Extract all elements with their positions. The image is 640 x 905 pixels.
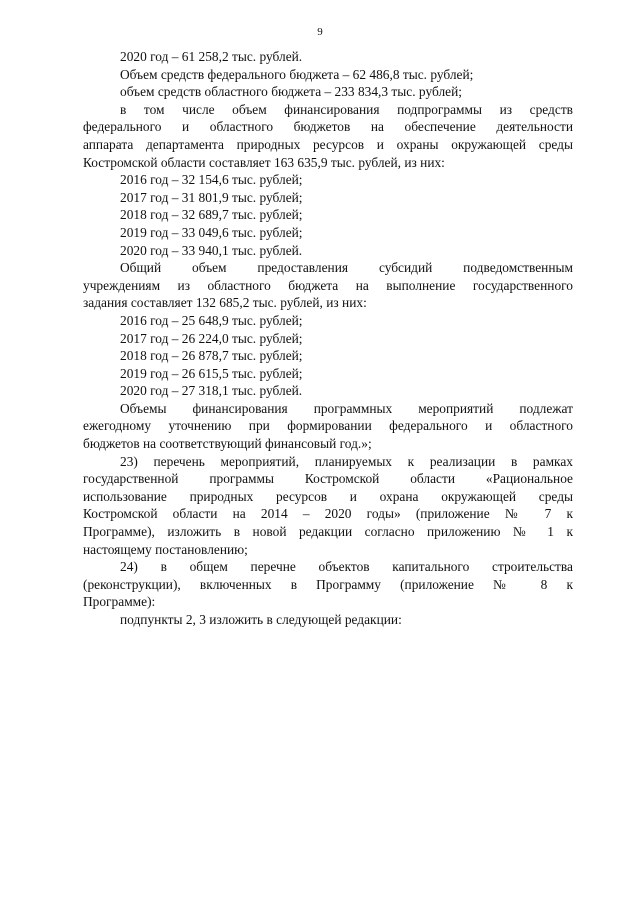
- text-line: 2020 год – 33 940,1 тыс. рублей.: [120, 242, 303, 258]
- text-line: 2018 год – 32 689,7 тыс. рублей;: [120, 207, 303, 223]
- text-line: 2020 год – 27 318,1 тыс. рублей.: [120, 383, 303, 399]
- document-body: [83, 48, 573, 629]
- text-line: (реконструкции), включенных в Программу (приложение № 8 к: [83, 576, 573, 592]
- text-line: 2017 год – 31 801,9 тыс. рублей;: [120, 189, 303, 205]
- text-line: Общий объем предоставления субсидий подведомственным: [120, 260, 573, 276]
- page-number: 9: [317, 26, 323, 38]
- text-line: 23) перечень мероприятий, планируемых к реализации в рамках: [120, 453, 573, 469]
- text-line: Костромской области составляет 163 635,9 тыс. рублей, из них:: [83, 154, 445, 170]
- text-line: 2019 год – 33 049,6 тыс. рублей;: [120, 224, 303, 240]
- text-line: 2020 год – 61 258,2 тыс. рублей.: [120, 49, 303, 64]
- text-line: 2016 год – 25 648,9 тыс. рублей;: [120, 312, 303, 328]
- text-line: Объем средств федерального бюджета – 62 486,8 тыс. рублей;: [120, 66, 474, 82]
- text-line: Объемы финансирования программных мероприятий подлежат: [120, 400, 573, 416]
- text-line: в том числе объем финансирования подпрограммы из средств: [120, 101, 573, 117]
- text-line: федерального и областного бюджетов на обеспечение деятельности: [83, 119, 573, 135]
- text-line: Программе), изложить в новой редакции согласно приложению № 1 к: [83, 524, 573, 540]
- text-line: учреждениям из областного бюджета на выполнение государственного: [83, 277, 573, 293]
- text-line: 2017 год – 26 224,0 тыс. рублей;: [120, 330, 303, 346]
- text-line: ежегодному уточнению при формировании федерального и областного: [83, 418, 573, 434]
- text-line: задания составляет 132 685,2 тыс. рублей, из них:: [83, 295, 367, 311]
- text-line: использование природных ресурсов и охрана окружающей среды: [83, 488, 573, 504]
- text-line: бюджетов на соответствующий финансовый год.»;: [83, 436, 372, 452]
- text-line: государственной программы Костромской области «Рациональное: [83, 471, 573, 487]
- text-line: 2019 год – 26 615,5 тыс. рублей;: [120, 365, 303, 381]
- text-line: Программе):: [83, 594, 156, 610]
- text-line: Костромской области на 2014 – 2020 годы» (приложение № 7 к: [83, 506, 573, 522]
- text-line: настоящему постановлению;: [83, 541, 248, 557]
- text-line: 24) в общем перечне объектов капитального строительства: [120, 559, 573, 575]
- text-line: объем средств областного бюджета – 233 834,3 тыс. рублей;: [120, 84, 462, 100]
- text-line: 2016 год – 32 154,6 тыс. рублей;: [120, 172, 303, 188]
- text-line: аппарата департамента природных ресурсов и охраны окружающей среды: [83, 136, 573, 152]
- text-line: 2018 год – 26 878,7 тыс. рублей;: [120, 348, 303, 364]
- text-line: подпункты 2, 3 изложить в следующей редакции:: [120, 612, 402, 627]
